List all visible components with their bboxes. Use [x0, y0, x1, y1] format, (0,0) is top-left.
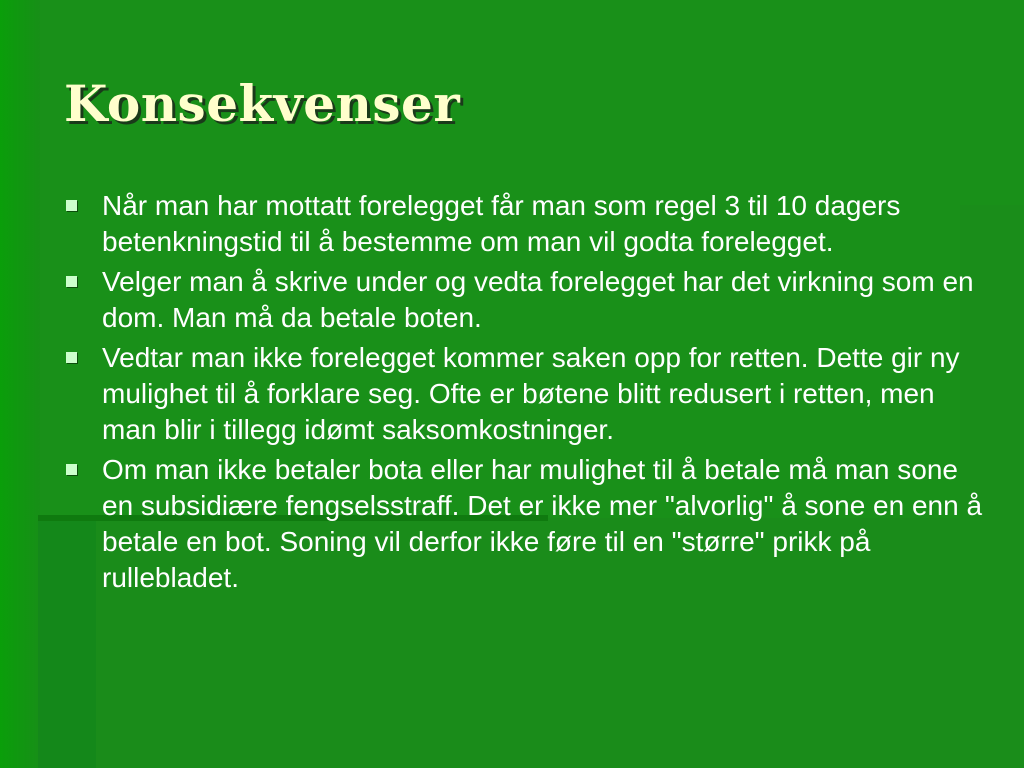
square-bullet-icon [66, 276, 77, 287]
bullet-text: Vedtar man ikke forelegget kommer saken opp for retten. Dette gir ny mulighet til å forklare seg. Ofte er bøtene blitt redusert i retten, men man blir i tillegg idømt saksomkostninger. [102, 342, 960, 445]
bullet-text: Når man har mottatt forelegget får man som regel 3 til 10 dagers betenkningstid til å bestemme om man vil godta forelegget. [102, 190, 901, 257]
slide-title: Konsekvenser [64, 74, 461, 133]
bullet-text: Velger man å skrive under og vedta forelegget har det virkning som en dom. Man må da betale boten. [102, 266, 974, 333]
bullet-item [64, 264, 984, 336]
square-bullet-icon [66, 352, 77, 363]
square-bullet-icon [66, 200, 77, 211]
background-left-strip [0, 0, 40, 768]
bullet-list [64, 188, 984, 600]
bullet-item [64, 340, 984, 448]
bullet-text: Om man ikke betaler bota eller har mulighet til å betale må man sone en subsidiære fengselsstraff. Det er ikke mer "alvorlig" å sone en enn å betale en bot. Soning vil derfor ikke føre til en "større" prikk på rullebladet. [102, 454, 983, 593]
bullet-item [64, 188, 984, 260]
bullet-item [64, 452, 984, 596]
square-bullet-icon [66, 464, 77, 475]
